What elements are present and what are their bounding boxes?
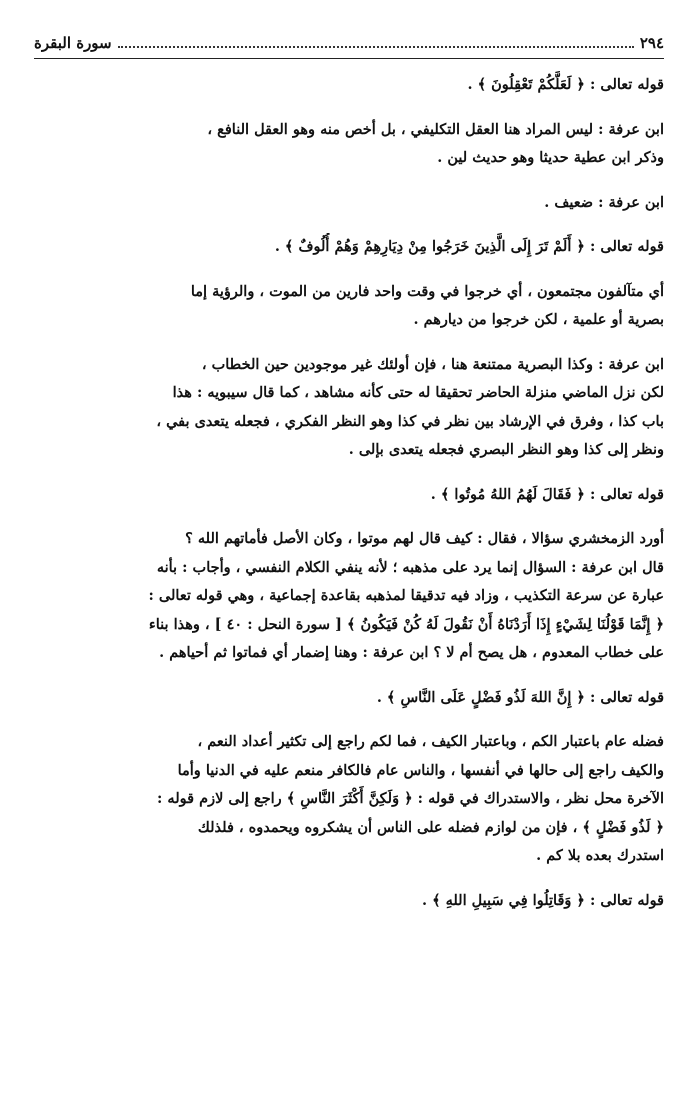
text-line: قوله تعالى : ﴿ لَعَلَّكُمْ تَعْقِلُونَ ﴾ . [467, 76, 664, 93]
text-line: لكن نزل الماضي منزلة الحاضر تحقيقا له حتى كأنه مشاهد ، كما قال سيبويه : هذا [172, 384, 664, 401]
text-line: قوله تعالى : ﴿ فَقَالَ لَهُمُ اللهُ مُوتُوا ﴾ . [430, 485, 664, 503]
verse-heading [34, 684, 664, 713]
text-line: الآخرة محل نظر ، والاستدراك في قوله : ﴿ وَلَكِنَّ أَكْثَرَ النَّاسِ ﴾ راجع إلى لازم قوله : [157, 790, 664, 807]
text-line: قال ابن عرفة : السؤال إنما يرد على مذهبه ؛ لأنه ينفي الكلام النفسي ، وأجاب : بأنه [156, 558, 664, 576]
commentary-paragraph [34, 189, 664, 218]
commentary-paragraph [34, 116, 664, 173]
text-line: على خطاب المعدوم ، هل يصح أم لا ؟ ابن عرفة : وهنا إضمار أي فماتوا ثم أحياهم . [159, 644, 664, 661]
commentary-paragraph [34, 728, 664, 871]
commentary-paragraph [34, 351, 664, 465]
book-page [34, 28, 664, 931]
text-line: أي متآلفون مجتمعون ، أي خرجوا في وقت واحد فارين من الموت ، والرؤية إما [190, 282, 664, 300]
surah-title: سورة البقرة [34, 34, 112, 52]
page-header [34, 28, 664, 59]
commentary-paragraph [34, 278, 664, 335]
text-line: عبارة عن سرعة التكذيب ، وزاد فيه تدقيقا لمذهبه بقاعدة إجماعية ، وهي قوله تعالى : [148, 587, 664, 604]
page-body [34, 71, 664, 915]
verse-heading [34, 887, 664, 916]
text-line: ابن عرفة : ضعيف . [544, 193, 664, 211]
text-line: قوله تعالى : ﴿ إِنَّ اللهَ لَذُو فَضْلٍ عَلَى النَّاسِ ﴾ . [376, 688, 664, 706]
text-line: ﴿ لَذُو فَضْلٍ ﴾ ، فإن من لوازم فضله على الناس أن يشكروه ويحمدوه ، فلذلك [197, 818, 664, 836]
text-line: استدرك بعده بلا كم . [536, 847, 664, 864]
verse-heading [34, 233, 664, 262]
text-line: ونظر إلى كذا وهو النظر البصري فجعله يتعدى بإلى . [348, 441, 664, 458]
text-line: ابن عرفة : وكذا البصرية ممتنعة هنا ، فإن أولئك غير موجودين حين الخطاب ، [201, 355, 664, 373]
text-line: ﴿ إِنَّمَا قَوْلُنَا لِشَيْءٍ إِذَا أَرَدْنَاهُ أَنْ نَقُولَ لَهُ كُنْ فَيَكُونُ ﴾ [ سورة النحل : ٤٠ ] ، وهذا بناء [148, 615, 664, 633]
commentary-paragraph [34, 525, 664, 668]
text-line: قوله تعالى : ﴿ وَقَاتِلُوا فِي سَبِيلِ اللهِ ﴾ . [421, 891, 664, 909]
text-line: باب كذا ، وفرق في الإرشاد بين نظر في كذا وهو النظر الفكري ، فجعله يتعدى بفي ، [156, 412, 664, 430]
text-line: وذكر ابن عطية حديثا وهو حديث لين . [437, 149, 664, 166]
verse-heading [34, 71, 664, 100]
text-line: أورد الزمخشري سؤالا ، فقال : كيف قال لهم موتوا ، وكان الأصل فأماتهم الله ؟ [185, 530, 664, 547]
text-line: فضله عام باعتبار الكم ، وباعتبار الكيف ، فما لكم راجع إلى تكثير أعداد النعم ، [197, 733, 664, 750]
text-line: ابن عرفة : ليس المراد هنا العقل التكليفي ، بل أخص منه وهو العقل النافع ، [207, 120, 664, 138]
verse-heading [34, 481, 664, 510]
text-line: والكيف راجع إلى حالها في أنفسها ، والناس عام فالكافر منعم عليه في الدنيا وأما [177, 761, 664, 779]
text-line: بصرية أو علمية ، لكن خرجوا من ديارهم . [413, 311, 664, 328]
text-line: قوله تعالى : ﴿ أَلَمْ تَرَ إِلَى الَّذِينَ خَرَجُوا مِنْ دِيَارِهِمْ وَهُمْ أُلُوفٌ ﴾ . [274, 238, 664, 255]
page-number: ٢٩٤ [639, 34, 664, 52]
header-dotted-leader [118, 46, 634, 48]
